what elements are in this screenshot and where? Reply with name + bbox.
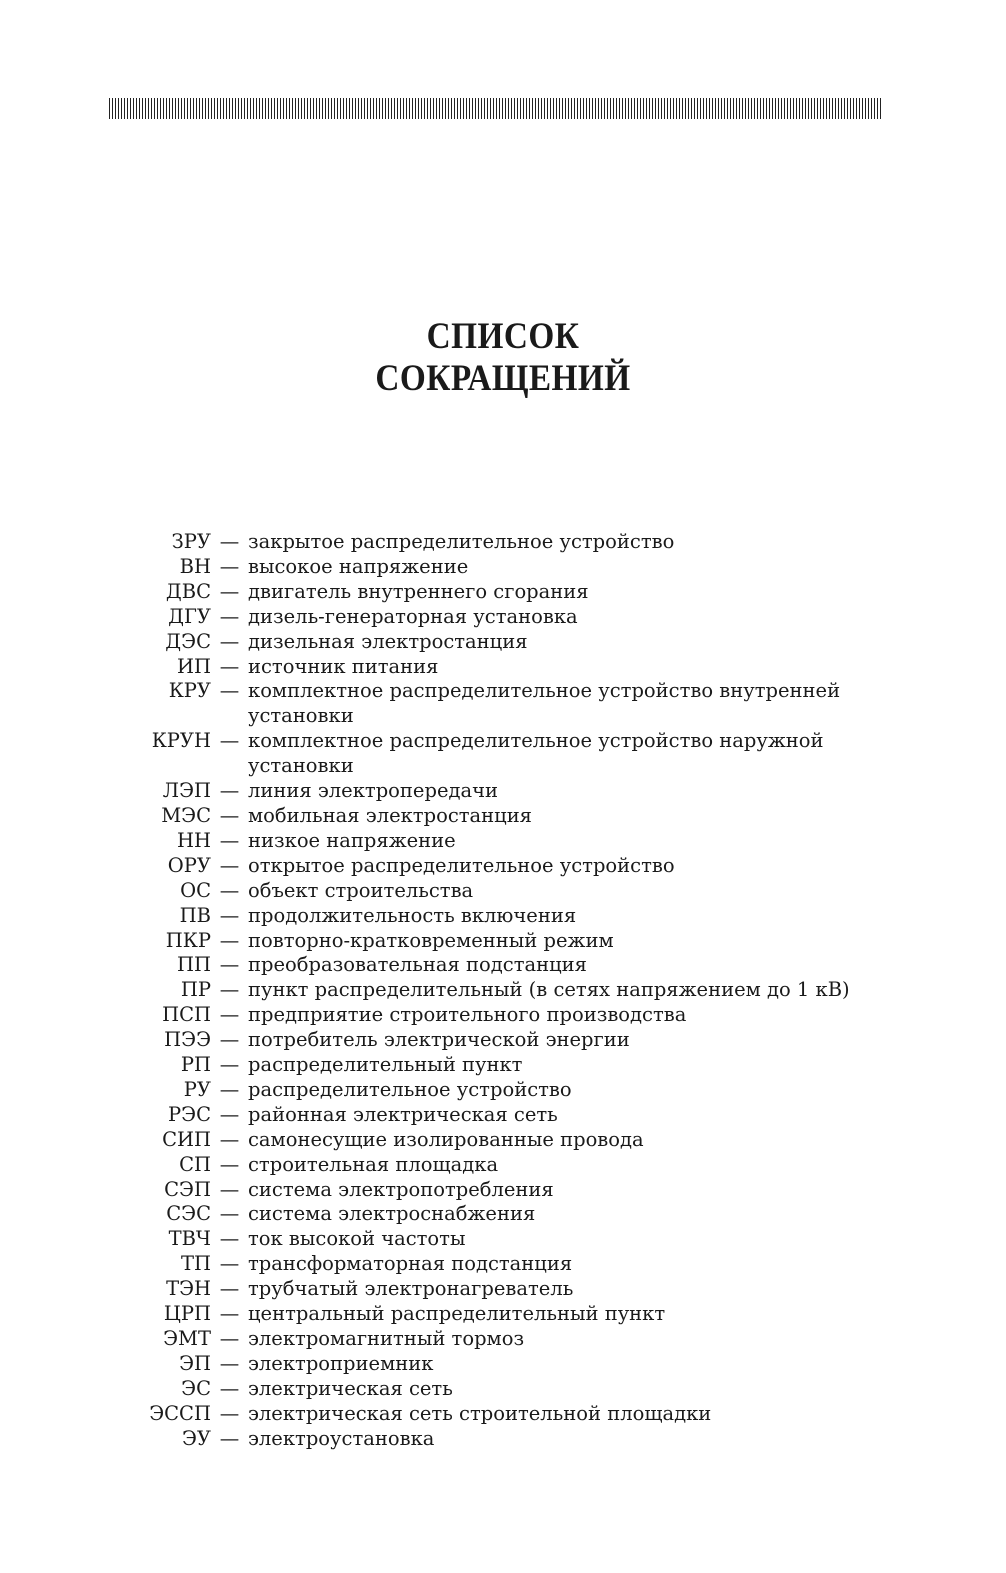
abbreviation-definition: пункт распределительный (в сетях напряжением до 1 кВ)	[248, 978, 850, 1002]
abbreviation-definition: предприятие строительного производства	[248, 1003, 687, 1027]
abbreviation-entry	[0, 1277, 1006, 1302]
abbreviation-term: ДЭС	[165, 629, 211, 653]
abbreviation-definition: электромагнитный тормоз	[248, 1327, 525, 1350]
abbreviation-term: ДГУ	[168, 604, 211, 628]
abbreviation-entry	[0, 530, 1006, 555]
abbreviation-term: ОРУ	[167, 853, 211, 877]
abbreviation-dash: —	[219, 1077, 240, 1101]
abbreviation-definition: комплектное распределительное устройство внутренней установки	[248, 679, 841, 728]
abbreviation-dash: —	[219, 1202, 240, 1226]
abbreviation-entry	[0, 630, 1006, 655]
abbreviation-term: СЭС	[166, 1202, 211, 1226]
abbreviation-definition: строительная площадка	[248, 1152, 499, 1176]
abbreviation-entry	[0, 1178, 1006, 1203]
abbreviation-entry	[0, 829, 1006, 854]
abbreviation-dash: —	[219, 530, 240, 553]
abbreviation-term: ТВЧ	[168, 1227, 211, 1251]
abbreviation-term: ЭМТ	[163, 1327, 211, 1350]
abbreviation-definition: районная электрическая сеть	[248, 1102, 558, 1126]
abbreviation-dash: —	[219, 1003, 240, 1027]
abbreviation-definition: самонесущие изолированные провода	[248, 1127, 644, 1151]
abbreviation-entry	[0, 729, 1006, 779]
abbreviation-dash: —	[219, 604, 240, 628]
abbreviation-entry	[0, 978, 1006, 1003]
abbreviation-definition: трубчатый электронагреватель	[248, 1277, 574, 1301]
abbreviation-dash: —	[219, 903, 240, 927]
abbreviation-definition: электрическая сеть	[248, 1376, 453, 1400]
abbreviation-entry	[0, 1202, 1006, 1227]
abbreviation-term: ИП	[176, 654, 211, 678]
abbreviation-dash: —	[219, 1053, 240, 1077]
abbreviation-term: ПР	[180, 978, 211, 1002]
abbreviation-definition: источник питания	[248, 654, 439, 678]
abbreviation-term: МЭС	[161, 803, 211, 827]
abbreviation-definition: трансформаторная подстанция	[248, 1252, 573, 1276]
abbreviation-term: ПВ	[179, 903, 211, 927]
abbreviation-entry	[0, 1227, 1006, 1252]
abbreviation-entry	[0, 879, 1006, 904]
abbreviation-dash: —	[219, 579, 240, 603]
abbreviation-term: ЗРУ	[171, 530, 211, 553]
abbreviation-term: РУ	[183, 1077, 211, 1101]
abbreviation-definition: электроприемник	[248, 1351, 434, 1375]
abbreviation-dash: —	[219, 1227, 240, 1251]
abbreviation-term: ВН	[179, 554, 211, 578]
title-line-1: СПИСОК	[426, 316, 580, 357]
abbreviation-entry	[0, 1103, 1006, 1128]
abbreviation-term: ПСП	[162, 1003, 211, 1027]
abbreviation-dash: —	[219, 654, 240, 678]
abbreviation-dash: —	[219, 878, 240, 902]
abbreviation-dash: —	[219, 928, 240, 952]
abbreviation-definition: электроустановка	[248, 1426, 435, 1450]
abbreviation-dash: —	[219, 953, 240, 977]
abbreviation-definition: дизельная электростанция	[248, 629, 528, 653]
abbreviation-definition: распределительный пункт	[248, 1053, 523, 1077]
abbreviation-definition: распределительное устройство	[248, 1077, 572, 1101]
abbreviation-definition: открытое распределительное устройство	[248, 853, 675, 877]
abbreviation-term: ЦРП	[163, 1302, 211, 1326]
abbreviation-entry	[0, 929, 1006, 954]
abbreviation-definition: система электропотребления	[248, 1177, 554, 1201]
abbreviation-term: КРУН	[151, 729, 211, 753]
abbreviation-term: ТП	[180, 1252, 211, 1276]
abbreviation-entry	[0, 1153, 1006, 1178]
abbreviation-entry	[0, 854, 1006, 879]
abbreviation-entry	[0, 1327, 1006, 1352]
abbreviation-term: ЭС	[181, 1376, 211, 1400]
abbreviation-dash: —	[219, 554, 240, 578]
abbreviation-entry	[0, 1053, 1006, 1078]
abbreviation-definition: мобильная электростанция	[248, 803, 532, 827]
title-line-2: СОКРАЩЕНИЙ	[375, 358, 631, 399]
abbreviation-dash: —	[219, 1252, 240, 1276]
abbreviation-dash: —	[219, 1376, 240, 1400]
abbreviation-entry	[0, 1078, 1006, 1103]
abbreviation-dash: —	[219, 629, 240, 653]
abbreviation-dash: —	[219, 1028, 240, 1052]
abbreviation-definition: линия электропередачи	[248, 779, 499, 803]
abbreviation-entry	[0, 555, 1006, 580]
abbreviation-term: ЭП	[179, 1351, 211, 1375]
abbreviation-dash: —	[219, 679, 240, 703]
abbreviation-definition: потребитель электрической энергии	[248, 1028, 630, 1052]
abbreviation-dash: —	[219, 803, 240, 827]
abbreviation-definition: электрическая сеть строительной площадки	[248, 1401, 712, 1425]
page-title	[50, 316, 955, 400]
abbreviation-definition: объект строительства	[248, 878, 474, 902]
abbreviation-entry	[0, 804, 1006, 829]
abbreviation-definition: продолжительность включения	[248, 903, 577, 927]
abbreviation-dash: —	[219, 1277, 240, 1301]
abbreviation-dash: —	[219, 1102, 240, 1126]
abbreviation-definition: ток высокой частоты	[248, 1227, 466, 1251]
abbreviation-entry	[0, 1427, 1006, 1452]
abbreviation-dash: —	[219, 978, 240, 1002]
abbreviation-entry	[0, 1352, 1006, 1377]
abbreviation-entry	[0, 1003, 1006, 1028]
abbreviation-dash: —	[219, 1127, 240, 1151]
abbreviation-entry	[0, 1302, 1006, 1327]
abbreviation-dash: —	[219, 1426, 240, 1450]
abbreviation-term: ЭУ	[181, 1426, 211, 1450]
abbreviation-dash: —	[219, 779, 240, 803]
abbreviation-entry	[0, 1028, 1006, 1053]
abbreviation-definition: комплектное распределительное устройство наружной установки	[248, 729, 824, 778]
abbreviation-term: ЛЭП	[162, 779, 211, 803]
abbreviation-definition: преобразовательная подстанция	[248, 953, 587, 977]
abbreviation-term: СИП	[162, 1127, 211, 1151]
abbreviation-entry	[0, 1377, 1006, 1402]
abbreviation-dash: —	[219, 1177, 240, 1201]
abbreviation-dash: —	[219, 1152, 240, 1176]
abbreviation-entry	[0, 904, 1006, 929]
abbreviation-entry	[0, 679, 1006, 729]
abbreviation-entry	[0, 655, 1006, 680]
abbreviation-term: ПКР	[165, 928, 211, 952]
abbreviation-term: ТЭН	[166, 1277, 211, 1301]
abbreviation-term: ПП	[176, 953, 211, 977]
abbreviation-entry	[0, 779, 1006, 804]
abbreviation-entry	[0, 1128, 1006, 1153]
abbreviation-entry	[0, 953, 1006, 978]
abbreviation-term: ОС	[180, 878, 211, 902]
abbreviation-definition: дизель-генераторная установка	[248, 604, 578, 628]
abbreviation-term: СП	[179, 1152, 211, 1176]
abbreviation-entry	[0, 580, 1006, 605]
abbreviation-definition: центральный распределительный пункт	[248, 1302, 666, 1326]
abbreviation-term: ЭССП	[149, 1401, 211, 1425]
abbreviation-definition: двигатель внутреннего сгорания	[248, 579, 589, 603]
abbreviation-dash: —	[219, 853, 240, 877]
abbreviation-dash: —	[219, 1327, 240, 1350]
abbreviation-term: ДВС	[165, 579, 211, 603]
abbreviation-term: РЭС	[168, 1102, 211, 1126]
abbreviation-definition: высокое напряжение	[248, 554, 469, 578]
top-decorative-rule	[109, 98, 882, 119]
abbreviation-dash: —	[219, 729, 240, 753]
abbreviation-term: НН	[176, 828, 211, 852]
abbreviation-dash: —	[219, 828, 240, 852]
abbreviation-dash: —	[219, 1401, 240, 1425]
abbreviation-term: СЭП	[164, 1177, 211, 1201]
abbreviation-dash: —	[219, 1351, 240, 1375]
abbreviation-definition: повторно-кратковременный режим	[248, 928, 614, 952]
abbreviation-term: КРУ	[168, 679, 211, 703]
abbreviation-entry	[0, 605, 1006, 630]
abbreviation-dash: —	[219, 1302, 240, 1326]
abbreviation-definition: низкое напряжение	[248, 828, 456, 852]
abbreviation-term: РП	[180, 1053, 211, 1077]
abbreviation-definition: закрытое распределительное устройство	[248, 530, 675, 553]
abbreviation-definition: система электроснабжения	[248, 1202, 536, 1226]
abbreviation-entry	[0, 1402, 1006, 1427]
abbreviation-entry	[0, 1252, 1006, 1277]
abbreviation-term: ПЭЭ	[164, 1028, 211, 1052]
abbreviation-list	[0, 530, 1006, 1452]
